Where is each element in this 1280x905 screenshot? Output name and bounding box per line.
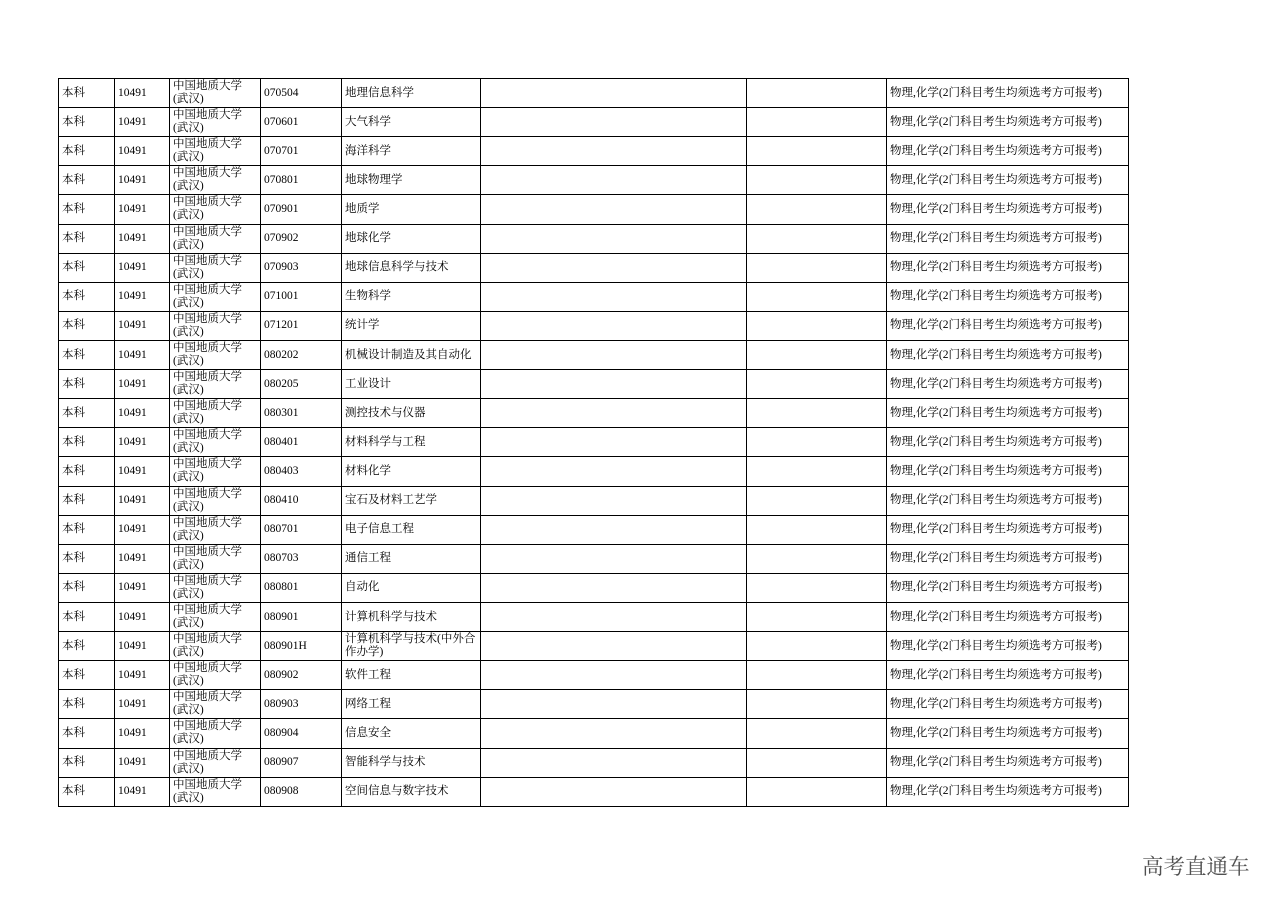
table-row: [59, 428, 1129, 457]
table-row: [59, 399, 1129, 428]
cell-empty: [481, 486, 747, 515]
cell-subject-requirement: 物理,化学(2门科目考生均须选考方可报考): [887, 515, 1129, 544]
cell-school-name: 中国地质大学(武汉): [170, 515, 261, 544]
cell-school-name: 中国地质大学(武汉): [170, 632, 261, 661]
cell-empty: [747, 282, 887, 311]
cell-school-name: 中国地质大学(武汉): [170, 399, 261, 428]
table-row: [59, 370, 1129, 399]
cell-major-name: 计算机科学与技术: [342, 602, 481, 631]
table-row: [59, 719, 1129, 748]
cell-empty: [481, 457, 747, 486]
cell-empty: [747, 108, 887, 137]
cell-subject-requirement: 物理,化学(2门科目考生均须选考方可报考): [887, 748, 1129, 777]
cell-empty: [747, 137, 887, 166]
cell-school-name: 中国地质大学(武汉): [170, 108, 261, 137]
cell-school-code: 10491: [115, 282, 170, 311]
cell-school-code: 10491: [115, 748, 170, 777]
cell-major-name: 测控技术与仪器: [342, 399, 481, 428]
cell-level: 本科: [59, 748, 115, 777]
cell-school-name: 中国地质大学(武汉): [170, 602, 261, 631]
table-row: [59, 486, 1129, 515]
cell-major-name: 生物科学: [342, 282, 481, 311]
cell-school-name: 中国地质大学(武汉): [170, 137, 261, 166]
cell-major-name: 自动化: [342, 573, 481, 602]
cell-major-code: 070601: [261, 108, 342, 137]
cell-major-code: 080205: [261, 370, 342, 399]
cell-major-code: 080902: [261, 661, 342, 690]
table-row: [59, 108, 1129, 137]
table-body: [59, 79, 1129, 807]
cell-major-name: 通信工程: [342, 544, 481, 573]
table-row: [59, 690, 1129, 719]
cell-level: 本科: [59, 632, 115, 661]
cell-level: 本科: [59, 690, 115, 719]
cell-empty: [481, 370, 747, 399]
cell-school-name: 中国地质大学(武汉): [170, 253, 261, 282]
table-row: [59, 166, 1129, 195]
cell-major-name: 地球物理学: [342, 166, 481, 195]
cell-level: 本科: [59, 515, 115, 544]
cell-level: 本科: [59, 544, 115, 573]
cell-major-name: 材料科学与工程: [342, 428, 481, 457]
cell-subject-requirement: 物理,化学(2门科目考生均须选考方可报考): [887, 370, 1129, 399]
cell-empty: [747, 515, 887, 544]
cell-level: 本科: [59, 137, 115, 166]
cell-empty: [481, 748, 747, 777]
cell-subject-requirement: 物理,化学(2门科目考生均须选考方可报考): [887, 544, 1129, 573]
cell-subject-requirement: 物理,化学(2门科目考生均须选考方可报考): [887, 661, 1129, 690]
cell-subject-requirement: 物理,化学(2门科目考生均须选考方可报考): [887, 311, 1129, 340]
cell-school-code: 10491: [115, 573, 170, 602]
cell-level: 本科: [59, 486, 115, 515]
cell-major-code: 080904: [261, 719, 342, 748]
cell-empty: [747, 224, 887, 253]
cell-school-name: 中国地质大学(武汉): [170, 224, 261, 253]
cell-major-code: 080403: [261, 457, 342, 486]
cell-major-code: 080202: [261, 340, 342, 369]
cell-empty: [747, 428, 887, 457]
cell-school-name: 中国地质大学(武汉): [170, 195, 261, 224]
cell-empty: [747, 690, 887, 719]
cell-empty: [481, 108, 747, 137]
cell-major-name: 软件工程: [342, 661, 481, 690]
cell-school-code: 10491: [115, 399, 170, 428]
cell-empty: [747, 340, 887, 369]
cell-empty: [481, 544, 747, 573]
cell-major-name: 网络工程: [342, 690, 481, 719]
cell-major-name: 地质学: [342, 195, 481, 224]
table-row: [59, 340, 1129, 369]
cell-school-code: 10491: [115, 486, 170, 515]
cell-level: 本科: [59, 370, 115, 399]
cell-empty: [481, 573, 747, 602]
cell-empty: [747, 253, 887, 282]
cell-level: 本科: [59, 108, 115, 137]
cell-major-name: 信息安全: [342, 719, 481, 748]
cell-level: 本科: [59, 719, 115, 748]
cell-major-code: 080703: [261, 544, 342, 573]
cell-empty: [481, 253, 747, 282]
cell-subject-requirement: 物理,化学(2门科目考生均须选考方可报考): [887, 457, 1129, 486]
cell-school-name: 中国地质大学(武汉): [170, 282, 261, 311]
table-row: [59, 573, 1129, 602]
cell-school-code: 10491: [115, 108, 170, 137]
cell-school-code: 10491: [115, 224, 170, 253]
cell-major-name: 空间信息与数字技术: [342, 777, 481, 806]
cell-level: 本科: [59, 195, 115, 224]
cell-empty: [747, 544, 887, 573]
cell-empty: [481, 632, 747, 661]
cell-subject-requirement: 物理,化学(2门科目考生均须选考方可报考): [887, 108, 1129, 137]
cell-major-code: 080908: [261, 777, 342, 806]
cell-subject-requirement: 物理,化学(2门科目考生均须选考方可报考): [887, 690, 1129, 719]
cell-major-code: 071201: [261, 311, 342, 340]
cell-empty: [747, 777, 887, 806]
cell-major-name: 计算机科学与技术(中外合作办学): [342, 632, 481, 661]
cell-major-code: 080901H: [261, 632, 342, 661]
cell-major-name: 材料化学: [342, 457, 481, 486]
cell-level: 本科: [59, 457, 115, 486]
table-row: [59, 137, 1129, 166]
table-row: [59, 544, 1129, 573]
cell-school-name: 中国地质大学(武汉): [170, 544, 261, 573]
cell-school-code: 10491: [115, 166, 170, 195]
cell-empty: [481, 311, 747, 340]
cell-empty: [747, 632, 887, 661]
cell-major-code: 080903: [261, 690, 342, 719]
cell-major-code: 070903: [261, 253, 342, 282]
cell-level: 本科: [59, 166, 115, 195]
cell-empty: [747, 486, 887, 515]
cell-school-name: 中国地质大学(武汉): [170, 661, 261, 690]
table-row: [59, 602, 1129, 631]
cell-school-name: 中国地质大学(武汉): [170, 79, 261, 108]
cell-major-code: 080901: [261, 602, 342, 631]
cell-school-name: 中国地质大学(武汉): [170, 370, 261, 399]
cell-major-code: 070801: [261, 166, 342, 195]
cell-subject-requirement: 物理,化学(2门科目考生均须选考方可报考): [887, 719, 1129, 748]
cell-major-code: 070701: [261, 137, 342, 166]
cell-major-name: 统计学: [342, 311, 481, 340]
table-row: [59, 515, 1129, 544]
cell-empty: [747, 370, 887, 399]
cell-school-name: 中国地质大学(武汉): [170, 777, 261, 806]
cell-major-name: 地球信息科学与技术: [342, 253, 481, 282]
cell-level: 本科: [59, 340, 115, 369]
cell-school-code: 10491: [115, 602, 170, 631]
cell-major-code: 080301: [261, 399, 342, 428]
major-requirements-table: [58, 78, 1129, 807]
cell-subject-requirement: 物理,化学(2门科目考生均须选考方可报考): [887, 253, 1129, 282]
table-row: [59, 195, 1129, 224]
cell-subject-requirement: 物理,化学(2门科目考生均须选考方可报考): [887, 166, 1129, 195]
cell-empty: [747, 748, 887, 777]
cell-major-code: 080401: [261, 428, 342, 457]
cell-empty: [481, 282, 747, 311]
cell-subject-requirement: 物理,化学(2门科目考生均须选考方可报考): [887, 777, 1129, 806]
cell-major-code: 070901: [261, 195, 342, 224]
cell-school-code: 10491: [115, 632, 170, 661]
cell-empty: [481, 515, 747, 544]
cell-subject-requirement: 物理,化学(2门科目考生均须选考方可报考): [887, 282, 1129, 311]
cell-school-code: 10491: [115, 137, 170, 166]
cell-empty: [747, 166, 887, 195]
cell-subject-requirement: 物理,化学(2门科目考生均须选考方可报考): [887, 486, 1129, 515]
cell-level: 本科: [59, 253, 115, 282]
cell-level: 本科: [59, 428, 115, 457]
cell-level: 本科: [59, 311, 115, 340]
cell-major-code: 080410: [261, 486, 342, 515]
cell-school-code: 10491: [115, 661, 170, 690]
cell-major-code: 080907: [261, 748, 342, 777]
cell-school-name: 中国地质大学(武汉): [170, 340, 261, 369]
cell-school-code: 10491: [115, 79, 170, 108]
cell-empty: [481, 399, 747, 428]
table-row: [59, 253, 1129, 282]
cell-empty: [481, 340, 747, 369]
cell-empty: [481, 166, 747, 195]
cell-subject-requirement: 物理,化学(2门科目考生均须选考方可报考): [887, 79, 1129, 108]
cell-school-code: 10491: [115, 690, 170, 719]
cell-level: 本科: [59, 399, 115, 428]
cell-empty: [747, 311, 887, 340]
table-row: [59, 777, 1129, 806]
cell-level: 本科: [59, 282, 115, 311]
cell-school-name: 中国地质大学(武汉): [170, 573, 261, 602]
cell-subject-requirement: 物理,化学(2门科目考生均须选考方可报考): [887, 632, 1129, 661]
cell-school-name: 中国地质大学(武汉): [170, 690, 261, 719]
watermark-text: 高考直通车: [1142, 855, 1250, 880]
cell-empty: [481, 428, 747, 457]
cell-subject-requirement: 物理,化学(2门科目考生均须选考方可报考): [887, 602, 1129, 631]
cell-level: 本科: [59, 777, 115, 806]
cell-empty: [481, 719, 747, 748]
cell-school-name: 中国地质大学(武汉): [170, 428, 261, 457]
cell-level: 本科: [59, 573, 115, 602]
cell-empty: [747, 195, 887, 224]
cell-subject-requirement: 物理,化学(2门科目考生均须选考方可报考): [887, 399, 1129, 428]
cell-empty: [747, 79, 887, 108]
table-row: [59, 457, 1129, 486]
cell-empty: [747, 573, 887, 602]
cell-level: 本科: [59, 661, 115, 690]
cell-major-name: 宝石及材料工艺学: [342, 486, 481, 515]
cell-school-code: 10491: [115, 428, 170, 457]
cell-major-name: 地理信息科学: [342, 79, 481, 108]
cell-subject-requirement: 物理,化学(2门科目考生均须选考方可报考): [887, 224, 1129, 253]
cell-school-code: 10491: [115, 340, 170, 369]
cell-major-code: 080701: [261, 515, 342, 544]
cell-empty: [481, 195, 747, 224]
table-row: [59, 224, 1129, 253]
cell-school-name: 中国地质大学(武汉): [170, 486, 261, 515]
cell-empty: [747, 602, 887, 631]
cell-subject-requirement: 物理,化学(2门科目考生均须选考方可报考): [887, 428, 1129, 457]
cell-school-name: 中国地质大学(武汉): [170, 166, 261, 195]
cell-major-name: 大气科学: [342, 108, 481, 137]
cell-major-name: 智能科学与技术: [342, 748, 481, 777]
cell-subject-requirement: 物理,化学(2门科目考生均须选考方可报考): [887, 195, 1129, 224]
cell-school-name: 中国地质大学(武汉): [170, 457, 261, 486]
cell-subject-requirement: 物理,化学(2门科目考生均须选考方可报考): [887, 137, 1129, 166]
cell-school-name: 中国地质大学(武汉): [170, 311, 261, 340]
cell-subject-requirement: 物理,化学(2门科目考生均须选考方可报考): [887, 340, 1129, 369]
cell-major-name: 工业设计: [342, 370, 481, 399]
cell-empty: [481, 137, 747, 166]
cell-school-code: 10491: [115, 515, 170, 544]
table-row: [59, 661, 1129, 690]
cell-school-code: 10491: [115, 777, 170, 806]
cell-major-code: 080801: [261, 573, 342, 602]
table-row: [59, 282, 1129, 311]
table-row: [59, 632, 1129, 661]
cell-subject-requirement: 物理,化学(2门科目考生均须选考方可报考): [887, 573, 1129, 602]
cell-school-name: 中国地质大学(武汉): [170, 748, 261, 777]
cell-school-code: 10491: [115, 370, 170, 399]
cell-empty: [747, 457, 887, 486]
cell-empty: [747, 399, 887, 428]
cell-major-name: 电子信息工程: [342, 515, 481, 544]
cell-school-code: 10491: [115, 253, 170, 282]
cell-empty: [481, 224, 747, 253]
cell-major-name: 地球化学: [342, 224, 481, 253]
cell-level: 本科: [59, 224, 115, 253]
cell-school-code: 10491: [115, 719, 170, 748]
table-row: [59, 748, 1129, 777]
cell-empty: [481, 661, 747, 690]
cell-empty: [481, 602, 747, 631]
cell-level: 本科: [59, 79, 115, 108]
cell-major-code: 070504: [261, 79, 342, 108]
cell-school-code: 10491: [115, 457, 170, 486]
cell-major-name: 海洋科学: [342, 137, 481, 166]
cell-school-code: 10491: [115, 311, 170, 340]
cell-empty: [747, 719, 887, 748]
cell-school-code: 10491: [115, 195, 170, 224]
cell-major-code: 070902: [261, 224, 342, 253]
table-row: [59, 79, 1129, 108]
table-row: [59, 311, 1129, 340]
cell-major-code: 071001: [261, 282, 342, 311]
cell-school-name: 中国地质大学(武汉): [170, 719, 261, 748]
cell-major-name: 机械设计制造及其自动化: [342, 340, 481, 369]
cell-empty: [481, 690, 747, 719]
cell-empty: [481, 79, 747, 108]
cell-level: 本科: [59, 602, 115, 631]
cell-empty: [747, 661, 887, 690]
cell-empty: [481, 777, 747, 806]
cell-school-code: 10491: [115, 544, 170, 573]
